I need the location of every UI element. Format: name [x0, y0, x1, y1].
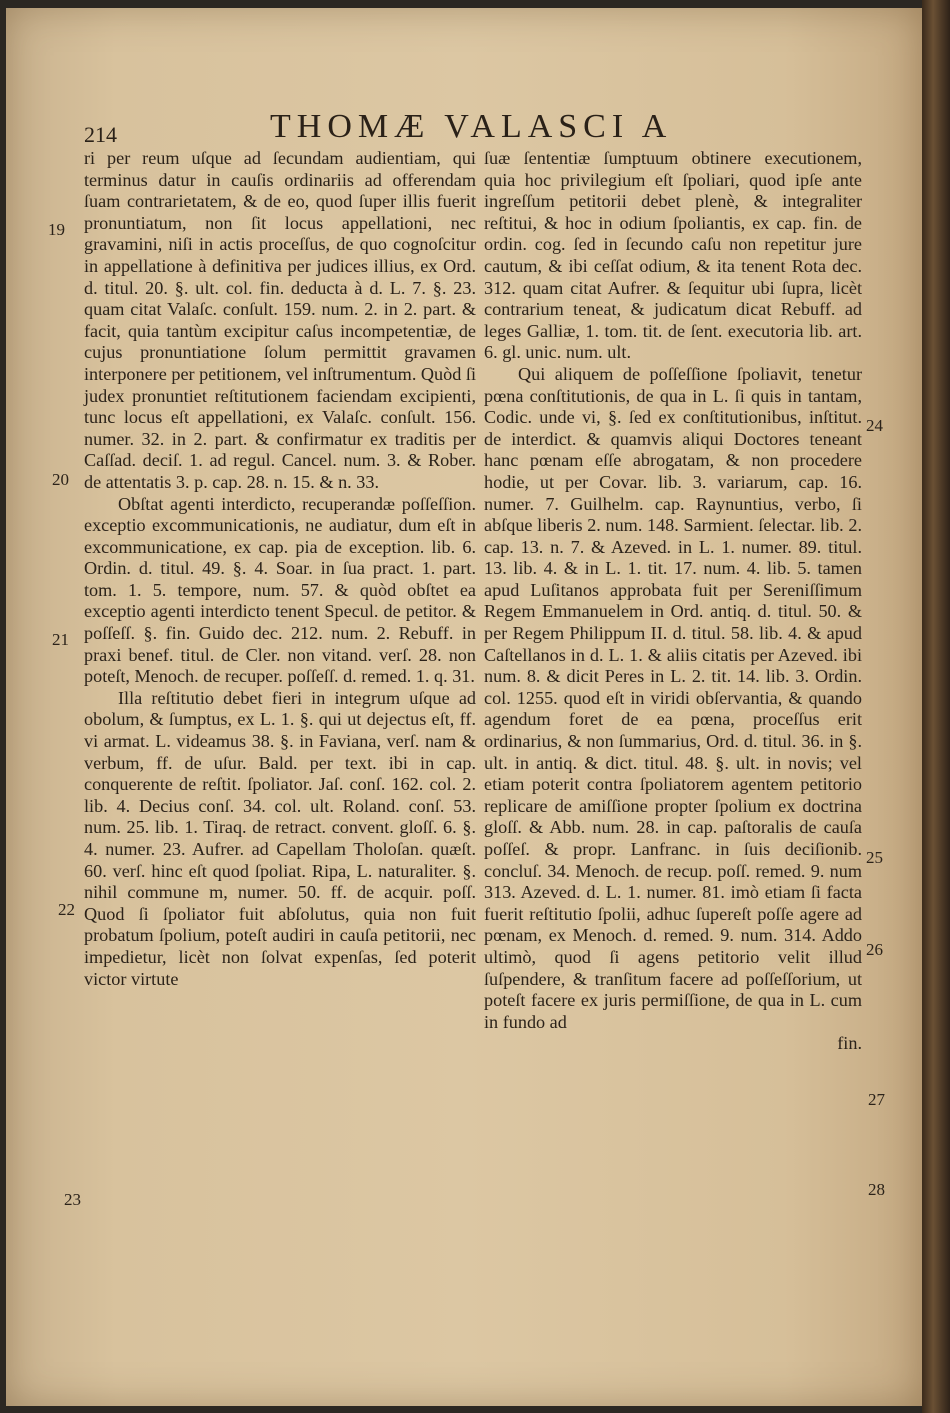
- paragraph: ri per reum uſque ad ſecundam audientiam, qui terminus datur in cauſis ordinariis ad offerendam ſuam contrarietatem, & de eo, quod ſuper illis fuerit pronuntiatum, non ſit locus appellationi, nec gravamini, niſi in actis proceſſus, de quo cognoſcitur in appellatione à definitiva per judices illius, ex Ord. d. titul. 20. §. ult. col. fin. deducta à d. L. 7. §. 23. quam citat Valaſc. conſult. 159. num. 2. in 2. part. & facit, quia tantùm excipitur caſus incompetentiæ, de cujus pronuntiatione ſolum permittit gravamen interponere per petitionem, vel inſtrumentum. Quòd ſi judex pronuntiet reſtitutionem faciendam excipienti, tunc locus eſt appellationi, ex Valaſc. conſult. 156. numer. 32. in 2. part. & confirmatur ex traditis per Caſſad. deciſ. 1. ad regul. Cancel. num. 3. & Rober. de attentatis 3. p. cap. 28. n. 15. & n. 33.: [84, 148, 476, 492]
- margin-number: 21: [52, 630, 69, 649]
- margin-number: 26: [866, 940, 883, 959]
- margin-number: 25: [866, 848, 883, 867]
- paragraph: ſuæ ſententiæ ſumptuum obtinere executionem, quia hoc privilegium eſt ſpoliari, quod ipſe ante ingreſſum petitorii debet plenè, & integraliter reſtitui, & hoc in odium ſpoliantis, ex cap. fin. de ordin. cog. ſed in ſecundo caſu non repetitur jure cautum, & ibi ceſſat odium, & ita tenent Rota dec. 312. quam citat Aufrer. & ſequitur ubi ſupra, licèt contrarium teneat, & judicatum dicat Rebuff. ad leges Galliæ, 1. tom. tit. de ſent. executoria lib. art. 6. gl. unic. num. ult.: [484, 148, 862, 363]
- running-head: THOMÆ VALASCI A: [270, 108, 673, 145]
- margin-number: 20: [52, 470, 69, 489]
- right-column: [484, 148, 862, 1055]
- paragraph: Obſtat agenti interdicto, recuperandæ poſſeſſion. exceptio excommunicationis, ne audiatur, dum eſt in excommunicatione, ex cap. pia de exception. lib. 6. Ordin. d. titul. 49. §. 4. Soar. in ſua pract. 1. part. tom. 1. 5. tempore, num. 57. & quòd obſtet ea exceptio agenti interdicto tenent Specul. de petitor. & poſſeſſ. §. fin. Guido dec. 212. num. 2. Rebuff. in praxi benef. titul. de Cler. non vitand. verſ. 28. non poteſt, Menoch. de recuper. poſſeſſ. d. remed. 1. q. 31.: [84, 493, 476, 687]
- paragraph: Illa reſtitutio debet fieri in integrum uſque ad obolum, & ſumptus, ex L. 1. §. qui ut dejectus eſt, ff. vi armat. L. videamus 38. §. in Faviana, verſ. nam & verbum, ff. de uſur. Bald. per text. ibi in cap. conquerente de reſtit. ſpoliator. Jaſ. conſ. 162. col. 2. lib. 4. Decius conſ. 34. col. ult. Roland. conſ. 53. num. 25. lib. 1. Tiraq. de retract. convent. gloſſ. 6. §. 4. numer. 23. Aufrer. ad Capellam Tholoſan. quæſt. 60. verſ. hinc eſt quod ſpoliat. Ripa, L. naturaliter. §. nihil commune m, numer. 50. ff. de acquir. poſſ. Quod ſi ſpoliator fuit abſolutus, quia non fuit probatum ſpolium, poteſt audiri in cauſa petitorii, nec impedietur, licèt non ſolvat expenſas, ſed poterit victor virtute: [84, 687, 476, 989]
- margin-number: 23: [64, 1190, 81, 1209]
- left-column: [84, 148, 476, 990]
- paragraph: fin.: [837, 1033, 862, 1054]
- page-number: 214: [84, 122, 117, 147]
- margin-number: 28: [868, 1180, 885, 1199]
- margin-number: 22: [58, 900, 75, 919]
- paragraph: Qui aliquem de poſſeſſione ſpoliavit, tenetur pœna conſtitutionis, de qua in L. ſi quis in tantam, Codic. unde vi, §. ſed ex conſtitutionibus, inſtitut. de interdict. & quamvis aliqui Doctores teneant hanc pœnam eſſe abrogatam, & non procedere hodie, ut per Covar. lib. 3. variarum, cap. 16. numer. 7. Guilhelm. cap. Raynuntius, verbo, ſi abſque liberis 2. num. 148. Sarmient. ſelectar. lib. 2. cap. 13. n. 7. & Azeved. in L. 1. numer. 89. titul. 13. lib. 4. & in L. 1. tit. 17. num. 4. lib. 5. tamen apud Luſitanos approbata fuit per Sereniſſimum Regem Emmanuelem in Ord. antiq. d. titul. 50. & per Regem Philippum II. d. titul. 58. lib. 4. & apud Caſtellanos in d. L. 1. & aliis citatis per Azeved. ibi num. 8. & dicit Peres in L. 2. tit. 14. lib. 3. Ordin. col. 1255. quod eſt in viridi obſervantia, & quando agendum foret de ea pœna, proceſſus erit ordinarius, & non ſummarius, Ord. d. titul. 36. in §. ult. in antiq. & dict. titul. 48. §. ult. in novis; vel etiam poterit contra ſpoliatorem agentem petitorio replicare de amiſſione propter ſpolium ex doctrina gloſſ. & Abb. num. 28. in cap. paſtoralis de cauſa poſſeſ. & propr. Lanfranc. in ſuis deciſionib. concluſ. 34. Menoch. de recup. poſſ. remed. 9. num 313. Azeved. d. L. 1. numer. 81. imò etiam ſi facta fuerit reſtitutio ſpolii, adhuc ſupereſt poſſe agere ad pœnam, ex Menoch. d. remed. 9. num. 314. Addo ultimò, quod ſi agens petitorio velit illud ſuſpendere, & tranſitum facere ad poſſeſſorium, ut poteſt facere ex juris permiſſione, de qua in L. cum in fundo ad: [484, 363, 862, 1032]
- book-binding-edge: [922, 0, 950, 1413]
- margin-number: 24: [866, 416, 883, 435]
- margin-number: 19: [48, 220, 65, 239]
- margin-number: 27: [868, 1090, 885, 1109]
